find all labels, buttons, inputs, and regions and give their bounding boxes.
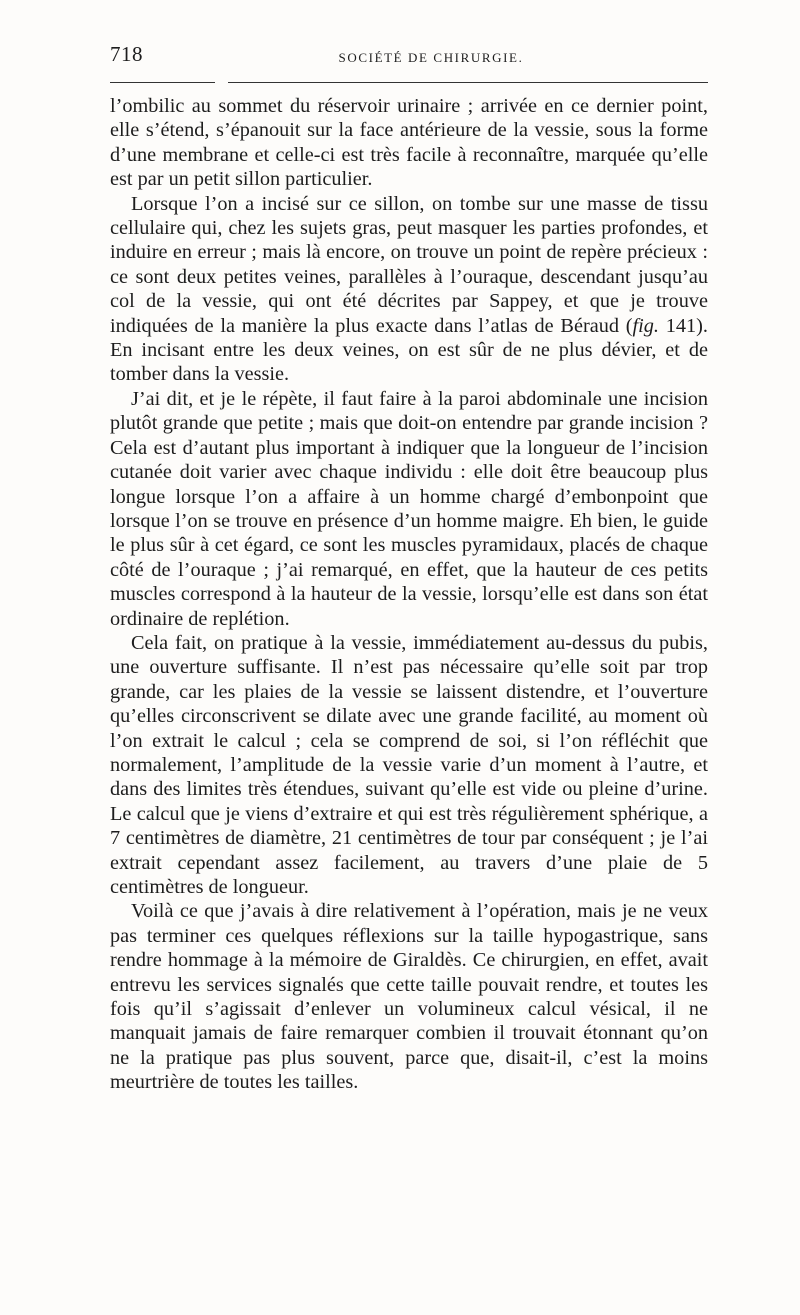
paragraph-4: Cela fait, on pratique à la vessie, immédiatement au-dessus du pubis, une ouverture suffisante. Il n’est pas nécessaire qu’elle soit par trop grande, car les plaies de la vessie se laissent distendre, et l’ouverture qu’elles circonscrivent se dilate avec une grande facilité, au moment où l’on extrait le calcul ; cela se comprend de soi, si l’on réfléchit que normalement, l’amplitude de la vessie varie d’un moment à l’autre, et dans des limites très étendues, suivant qu’elle est vide ou pleine d’urine. Le calcul que je viens d’extraire et qui est très régulièrement sphérique, a 7 centimètres de diamètre, 21 centimètres de tour par conséquent ; je l’ai extrait cependant assez facilement, au travers d’une plaie de 5 centimètres de longueur. bbox=[110, 631, 708, 898]
paragraph-3: J’ai dit, et je le répète, il faut faire à la paroi abdominale une incision plutôt grande que petite ; mais que doit-on entendre par grande incision ? Cela est d’autant plus important à indiquer que la longueur de l’incision cutanée doit varier avec chaque individu : elle doit être beaucoup plus longue lorsque l’on a affaire à un homme chargé d’embonpoint que lorsque l’on se trouve en présence d’un homme maigre. Eh bien, le guide le plus sûr à cet égard, ce sont les muscles pyramidaux, placés de chaque côté de l’ouraque ; j’ai remarqué, en effet, que la hauteur de ces petits muscles correspond à la hauteur de la vessie, lorsqu’elle est dans son état ordinaire de replétion. bbox=[110, 387, 708, 630]
paragraph-1: l’ombilic au sommet du réservoir urinaire ; arrivée en ce dernier point, elle s’étend, s’épanouit sur la face antérieure de la vessie, sous la forme d’une membrane et celle-ci est très facile à reconnaître, marquée qu’elle est par un petit sillon particulier. bbox=[110, 95, 708, 191]
paragraph-2-text-before: Lorsque l’on a incisé sur ce sillon, on tombe sur une masse de tissu cellulaire qui, chez les sujets gras, peut masquer les parties profondes, et induire en erreur ; mais là encore, on trouve un point de repère précieux : ce sont deux petites veines, parallèles à l’ouraque, descendant jusqu’au col de la vessie, qui ont été décrites par Sappey, et que je trouve indiquées de la manière la plus exacte dans l’atlas de Béraud ( bbox=[110, 192, 708, 337]
running-head: SOCIÉTÉ DE CHIRURGIE. bbox=[338, 50, 524, 65]
paragraph-2-text-after: 141). En incisant entre les deux veines, on est sûr de ne plus dévier, et de tomber dans la vessie. bbox=[110, 314, 708, 386]
header-rule-left bbox=[110, 82, 215, 83]
paragraph-5: Voilà ce que j’avais à dire relativement à l’opération, mais je ne veux pas terminer ces quelques réflexions sur la taille hypogastrique, sans rendre hommage à la mémoire de Giraldès. Ce chirurgien, en effet, avait entrevu les services signalés que cette taille pouvait rendre, et toutes les fois qu’il s’agissait d’enlever un volumineux calcul vésical, il ne manquait jamais de faire remarquer combien il trouvait étonnant qu’on ne la pratique pas plus souvent, parce que, disait-il, c’est la moins meurtrière de toutes les tailles. bbox=[110, 900, 708, 1094]
body-text bbox=[110, 94, 708, 1095]
figure-reference: fig. bbox=[632, 314, 659, 337]
page-number: 718 bbox=[110, 42, 143, 66]
header-rule-right bbox=[228, 82, 708, 83]
paragraph-2 bbox=[110, 192, 708, 387]
